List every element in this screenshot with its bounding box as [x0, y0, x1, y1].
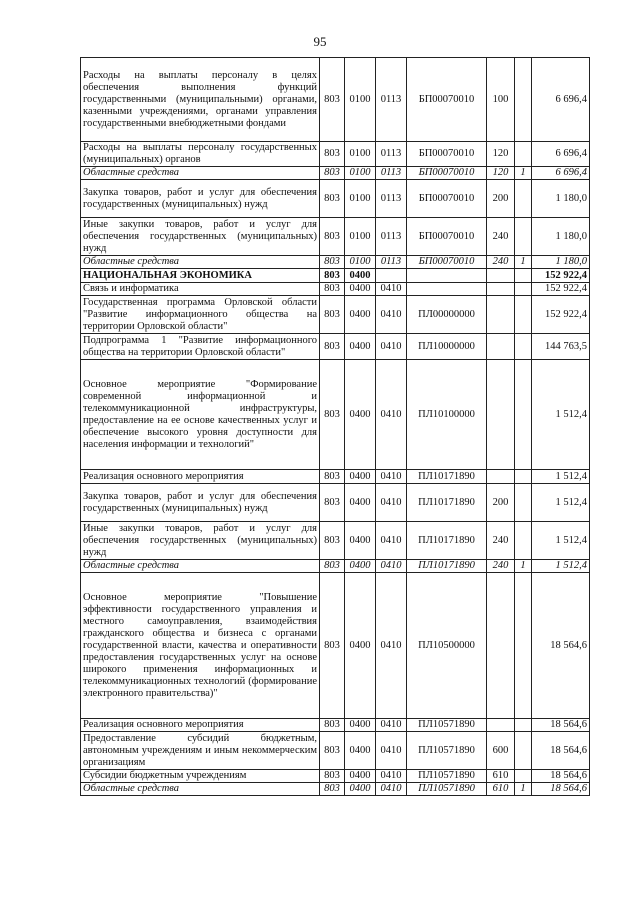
table-row — [81, 167, 590, 180]
table-row — [81, 180, 590, 218]
cell-gr: 803 — [320, 142, 345, 167]
cell-pr: 0113 — [376, 218, 407, 256]
cell-gr: 803 — [320, 360, 345, 470]
cell-rz: 0400 — [345, 484, 376, 522]
row-name: Иные закупки товаров, работ и услуг для обеспечения государственных (муниципальных) нужд — [81, 522, 320, 560]
cell-gr: 803 — [320, 560, 345, 573]
cell-gr: 803 — [320, 58, 345, 142]
cell-amount: 18 564,6 — [532, 783, 590, 796]
cell-source — [515, 360, 532, 470]
cell-pr: 0410 — [376, 283, 407, 296]
cell-source: 1 — [515, 560, 532, 573]
row-name: Подпрограмма 1 "Развитие информационного общества на территории Орловской области" — [81, 334, 320, 360]
cell-amount: 18 564,6 — [532, 573, 590, 719]
cell-amount: 1 180,0 — [532, 256, 590, 269]
cell-target: ПЛ10571890 — [407, 770, 487, 783]
row-name: Расходы на выплаты персоналу в целях обеспечения выполнения функций государственными (муниципальными) органами, казенными учреждениями, органами управления государственными внебюджетными фондами — [81, 58, 320, 142]
cell-gr: 803 — [320, 269, 345, 283]
cell-pr: 0410 — [376, 360, 407, 470]
cell-target: БП00070010 — [407, 256, 487, 269]
cell-source — [515, 269, 532, 283]
cell-target — [407, 269, 487, 283]
cell-amount: 144 763,5 — [532, 334, 590, 360]
cell-amount: 18 564,6 — [532, 732, 590, 770]
cell-target: ПЛ10100000 — [407, 360, 487, 470]
cell-source — [515, 142, 532, 167]
table-row — [81, 283, 590, 296]
cell-rz: 0100 — [345, 167, 376, 180]
cell-rz: 0400 — [345, 296, 376, 334]
cell-gr: 803 — [320, 296, 345, 334]
cell-pr: 0113 — [376, 256, 407, 269]
row-name: Государственная программа Орловской области "Развитие информационного общества на территории Орловской области" — [81, 296, 320, 334]
row-name: Закупка товаров, работ и услуг для обеспечения государственных (муниципальных) нужд — [81, 180, 320, 218]
cell-source — [515, 573, 532, 719]
cell-expense-type: 240 — [487, 218, 515, 256]
cell-gr: 803 — [320, 218, 345, 256]
cell-target: ПЛ10171890 — [407, 470, 487, 484]
cell-pr: 0410 — [376, 296, 407, 334]
cell-expense-type: 610 — [487, 770, 515, 783]
cell-amount: 152 922,4 — [532, 269, 590, 283]
cell-amount: 152 922,4 — [532, 296, 590, 334]
row-name: Областные средства — [81, 167, 320, 180]
cell-rz: 0100 — [345, 180, 376, 218]
row-name: Областные средства — [81, 560, 320, 573]
cell-amount: 1 512,4 — [532, 470, 590, 484]
cell-target: БП00070010 — [407, 218, 487, 256]
cell-target: БП00070010 — [407, 142, 487, 167]
cell-rz: 0400 — [345, 719, 376, 732]
cell-rz: 0400 — [345, 470, 376, 484]
cell-expense-type: 610 — [487, 783, 515, 796]
cell-source — [515, 180, 532, 218]
cell-amount: 18 564,6 — [532, 719, 590, 732]
cell-expense-type: 120 — [487, 142, 515, 167]
cell-pr: 0113 — [376, 167, 407, 180]
cell-source — [515, 719, 532, 732]
cell-expense-type — [487, 296, 515, 334]
cell-expense-type — [487, 719, 515, 732]
cell-gr: 803 — [320, 470, 345, 484]
table-row — [81, 522, 590, 560]
table-row — [81, 58, 590, 142]
cell-expense-type — [487, 269, 515, 283]
table-row — [81, 770, 590, 783]
cell-source: 1 — [515, 256, 532, 269]
row-name: Основное мероприятие "Повышение эффективности государственного управления и местного самоуправления, взаимодействия гражданского общества и бизнеса с органами государственной власти, качества и оперативности предоставления государственных услуг на основе широкого применения информационных и телекоммуникационных технологий (формирование электронного правительства)" — [81, 573, 320, 719]
cell-source — [515, 334, 532, 360]
cell-pr: 0410 — [376, 573, 407, 719]
cell-gr: 803 — [320, 167, 345, 180]
table-row — [81, 470, 590, 484]
cell-pr: 0410 — [376, 732, 407, 770]
cell-target: ПЛ10171890 — [407, 522, 487, 560]
row-name: НАЦИОНАЛЬНАЯ ЭКОНОМИКА — [81, 269, 320, 283]
cell-source — [515, 283, 532, 296]
row-name: Реализация основного мероприятия — [81, 719, 320, 732]
row-name: Областные средства — [81, 256, 320, 269]
cell-expense-type — [487, 470, 515, 484]
cell-rz: 0100 — [345, 218, 376, 256]
cell-pr: 0410 — [376, 334, 407, 360]
cell-expense-type — [487, 573, 515, 719]
cell-rz: 0400 — [345, 732, 376, 770]
cell-gr: 803 — [320, 180, 345, 218]
row-name: Реализация основного мероприятия — [81, 470, 320, 484]
cell-gr: 803 — [320, 522, 345, 560]
cell-target: ПЛ10500000 — [407, 573, 487, 719]
table-row — [81, 269, 590, 283]
cell-rz: 0400 — [345, 770, 376, 783]
cell-amount: 1 180,0 — [532, 180, 590, 218]
cell-source — [515, 58, 532, 142]
cell-source — [515, 732, 532, 770]
cell-expense-type: 120 — [487, 167, 515, 180]
row-name: Областные средства — [81, 783, 320, 796]
cell-pr: 0410 — [376, 470, 407, 484]
cell-pr: 0410 — [376, 783, 407, 796]
cell-pr: 0113 — [376, 180, 407, 218]
cell-pr: 0113 — [376, 142, 407, 167]
row-name: Предоставление субсидий бюджетным, автономным учреждениям и иным некоммерческим организациям — [81, 732, 320, 770]
row-name: Расходы на выплаты персоналу государственных (муниципальных) органов — [81, 142, 320, 167]
row-name: Иные закупки товаров, работ и услуг для обеспечения государственных (муниципальных) нужд — [81, 218, 320, 256]
table-row — [81, 334, 590, 360]
cell-gr: 803 — [320, 484, 345, 522]
cell-target: БП00070010 — [407, 167, 487, 180]
cell-target: БП00070010 — [407, 58, 487, 142]
cell-amount: 1 180,0 — [532, 218, 590, 256]
cell-expense-type: 100 — [487, 58, 515, 142]
cell-target: ПЛ00000000 — [407, 296, 487, 334]
table-row — [81, 783, 590, 796]
cell-expense-type: 240 — [487, 522, 515, 560]
page-number: 95 — [313, 34, 327, 49]
cell-rz: 0100 — [345, 58, 376, 142]
cell-gr: 803 — [320, 770, 345, 783]
cell-rz: 0400 — [345, 522, 376, 560]
cell-gr: 803 — [320, 256, 345, 269]
cell-amount: 6 696,4 — [532, 58, 590, 142]
cell-expense-type: 240 — [487, 560, 515, 573]
row-name: Связь и информатика — [81, 283, 320, 296]
cell-amount: 1 512,4 — [532, 522, 590, 560]
cell-pr: 0410 — [376, 484, 407, 522]
cell-pr: 0410 — [376, 522, 407, 560]
cell-expense-type: 200 — [487, 484, 515, 522]
table-row — [81, 484, 590, 522]
cell-target: ПЛ10571890 — [407, 732, 487, 770]
cell-target — [407, 283, 487, 296]
cell-pr: 0113 — [376, 58, 407, 142]
cell-expense-type: 240 — [487, 256, 515, 269]
cell-rz: 0400 — [345, 269, 376, 283]
cell-amount: 1 512,4 — [532, 560, 590, 573]
cell-expense-type — [487, 283, 515, 296]
table-row — [81, 256, 590, 269]
cell-source — [515, 770, 532, 783]
cell-gr: 803 — [320, 573, 345, 719]
cell-target: ПЛ10171890 — [407, 560, 487, 573]
cell-target: ПЛ10000000 — [407, 334, 487, 360]
cell-target: БП00070010 — [407, 180, 487, 218]
cell-expense-type — [487, 334, 515, 360]
table-row — [81, 719, 590, 732]
cell-source — [515, 296, 532, 334]
table-row — [81, 218, 590, 256]
cell-rz: 0400 — [345, 283, 376, 296]
cell-source — [515, 522, 532, 560]
cell-target: ПЛ10571890 — [407, 719, 487, 732]
cell-target: ПЛ10171890 — [407, 484, 487, 522]
cell-target: ПЛ10571890 — [407, 783, 487, 796]
table-row — [81, 560, 590, 573]
cell-gr: 803 — [320, 719, 345, 732]
table-row — [81, 573, 590, 719]
cell-pr: 0410 — [376, 560, 407, 573]
cell-source: 1 — [515, 783, 532, 796]
row-name: Закупка товаров, работ и услуг для обеспечения государственных (муниципальных) нужд — [81, 484, 320, 522]
cell-rz: 0100 — [345, 142, 376, 167]
cell-amount: 6 696,4 — [532, 142, 590, 167]
cell-source: 1 — [515, 167, 532, 180]
cell-expense-type: 200 — [487, 180, 515, 218]
table-row — [81, 296, 590, 334]
cell-rz: 0400 — [345, 334, 376, 360]
table-row — [81, 142, 590, 167]
cell-amount: 18 564,6 — [532, 770, 590, 783]
cell-pr: 0410 — [376, 770, 407, 783]
cell-source — [515, 484, 532, 522]
cell-amount: 1 512,4 — [532, 360, 590, 470]
table-row — [81, 732, 590, 770]
budget-table — [80, 57, 590, 796]
cell-expense-type: 600 — [487, 732, 515, 770]
cell-gr: 803 — [320, 783, 345, 796]
row-name: Субсидии бюджетным учреждениям — [81, 770, 320, 783]
cell-rz: 0100 — [345, 256, 376, 269]
cell-gr: 803 — [320, 334, 345, 360]
cell-pr — [376, 269, 407, 283]
cell-source — [515, 470, 532, 484]
row-name: Основное мероприятие "Формирование современной информационной и телекоммуникационной инфраструктуры, предоставление на ее основе качественных услуг и обеспечение высокого уровня доступности для населения информации и технологий" — [81, 360, 320, 470]
cell-gr: 803 — [320, 732, 345, 770]
cell-pr: 0410 — [376, 719, 407, 732]
cell-expense-type — [487, 360, 515, 470]
cell-amount: 6 696,4 — [532, 167, 590, 180]
cell-rz: 0400 — [345, 360, 376, 470]
table-row — [81, 360, 590, 470]
cell-amount: 1 512,4 — [532, 484, 590, 522]
cell-source — [515, 218, 532, 256]
cell-rz: 0400 — [345, 560, 376, 573]
cell-rz: 0400 — [345, 783, 376, 796]
cell-rz: 0400 — [345, 573, 376, 719]
cell-gr: 803 — [320, 283, 345, 296]
cell-amount: 152 922,4 — [532, 283, 590, 296]
